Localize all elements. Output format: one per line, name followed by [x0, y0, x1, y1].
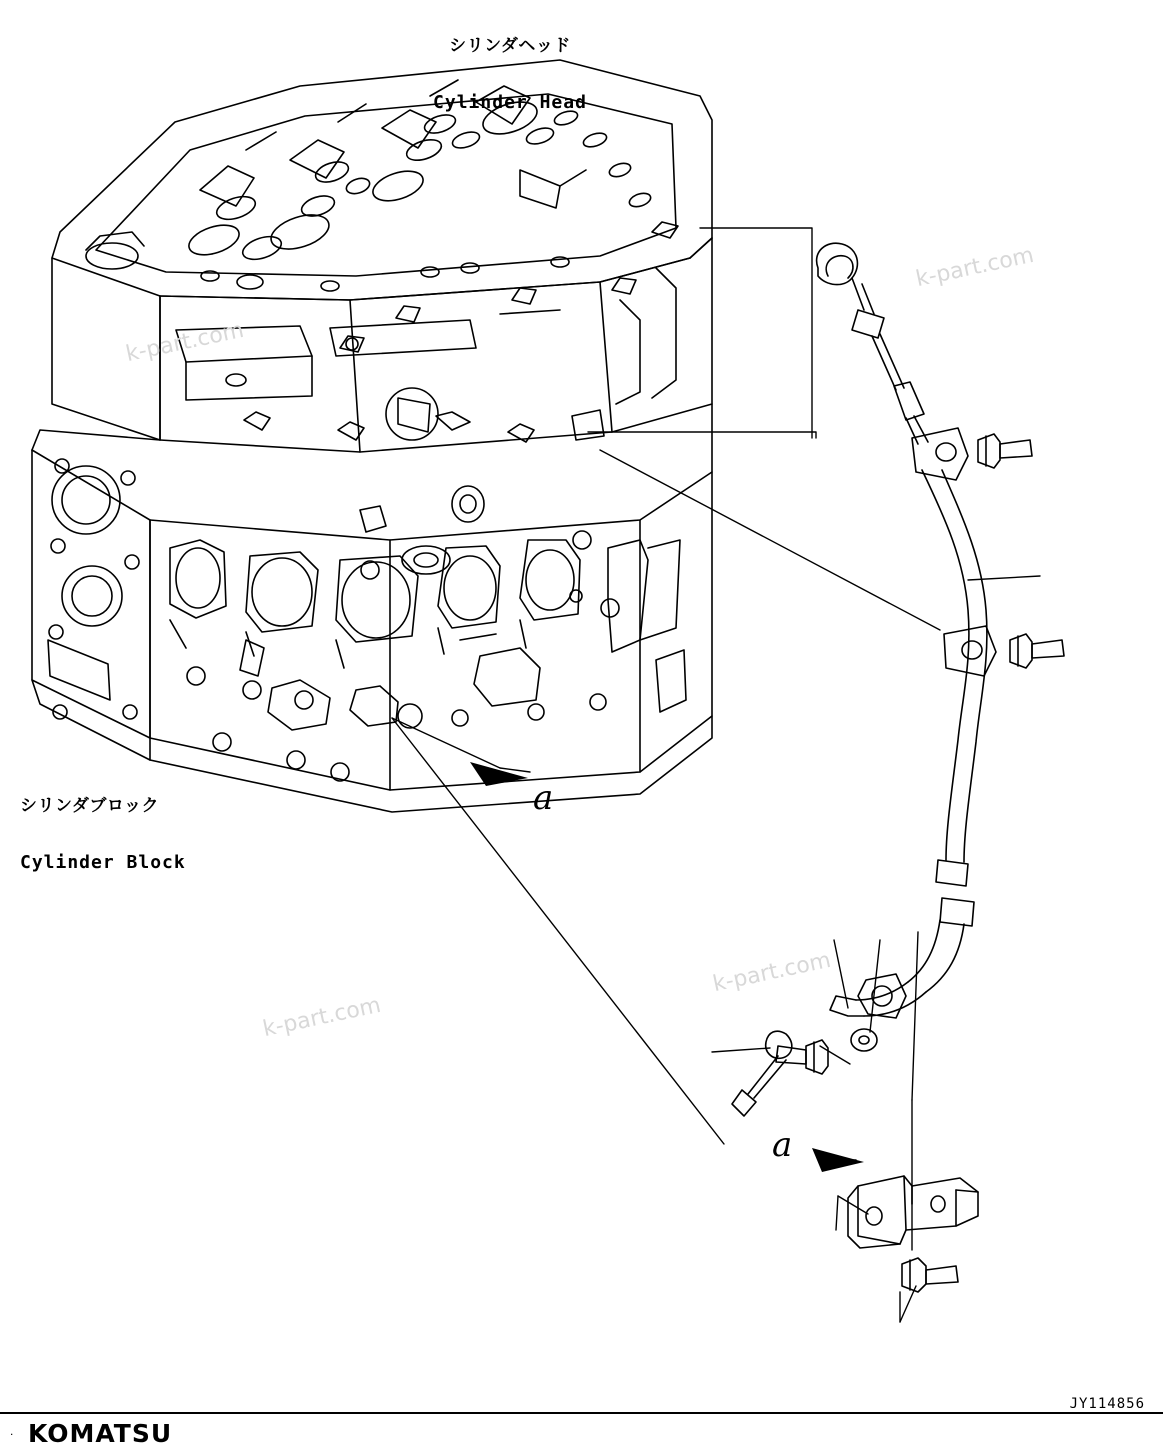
label-cylinder-head — [330, 0, 690, 151]
label-cylinder-block-en: Cylinder Block — [20, 852, 186, 874]
watermark-3: k-part.com — [710, 947, 834, 998]
callout-a-lower: a — [772, 1125, 793, 1165]
label-cylinder-head-en: Cylinder Head — [433, 92, 587, 114]
detail-a-bracket — [848, 1176, 978, 1292]
komatsu-logo — [28, 1419, 172, 1448]
watermark-1: k-part.com — [913, 242, 1037, 293]
drawing-number: JY114856 — [1069, 1396, 1145, 1412]
corner-mark: . — [10, 1424, 14, 1438]
leader-lines — [392, 228, 1040, 1322]
label-cylinder-head-jp: シリンダヘッド — [449, 35, 571, 56]
callout-a-upper: a — [533, 778, 554, 818]
dipstick-tube-assembly — [732, 243, 1064, 1116]
cylinder-block-body — [32, 296, 712, 812]
label-cylinder-block-jp: シリンダブロック — [20, 795, 159, 816]
label-cylinder-block — [20, 760, 300, 911]
komatsu-logo-text: KOMATSU — [28, 1419, 173, 1448]
footer-divider — [0, 1412, 1163, 1414]
watermark-4: k-part.com — [260, 992, 384, 1043]
watermark-2: k-part.com — [123, 317, 247, 368]
